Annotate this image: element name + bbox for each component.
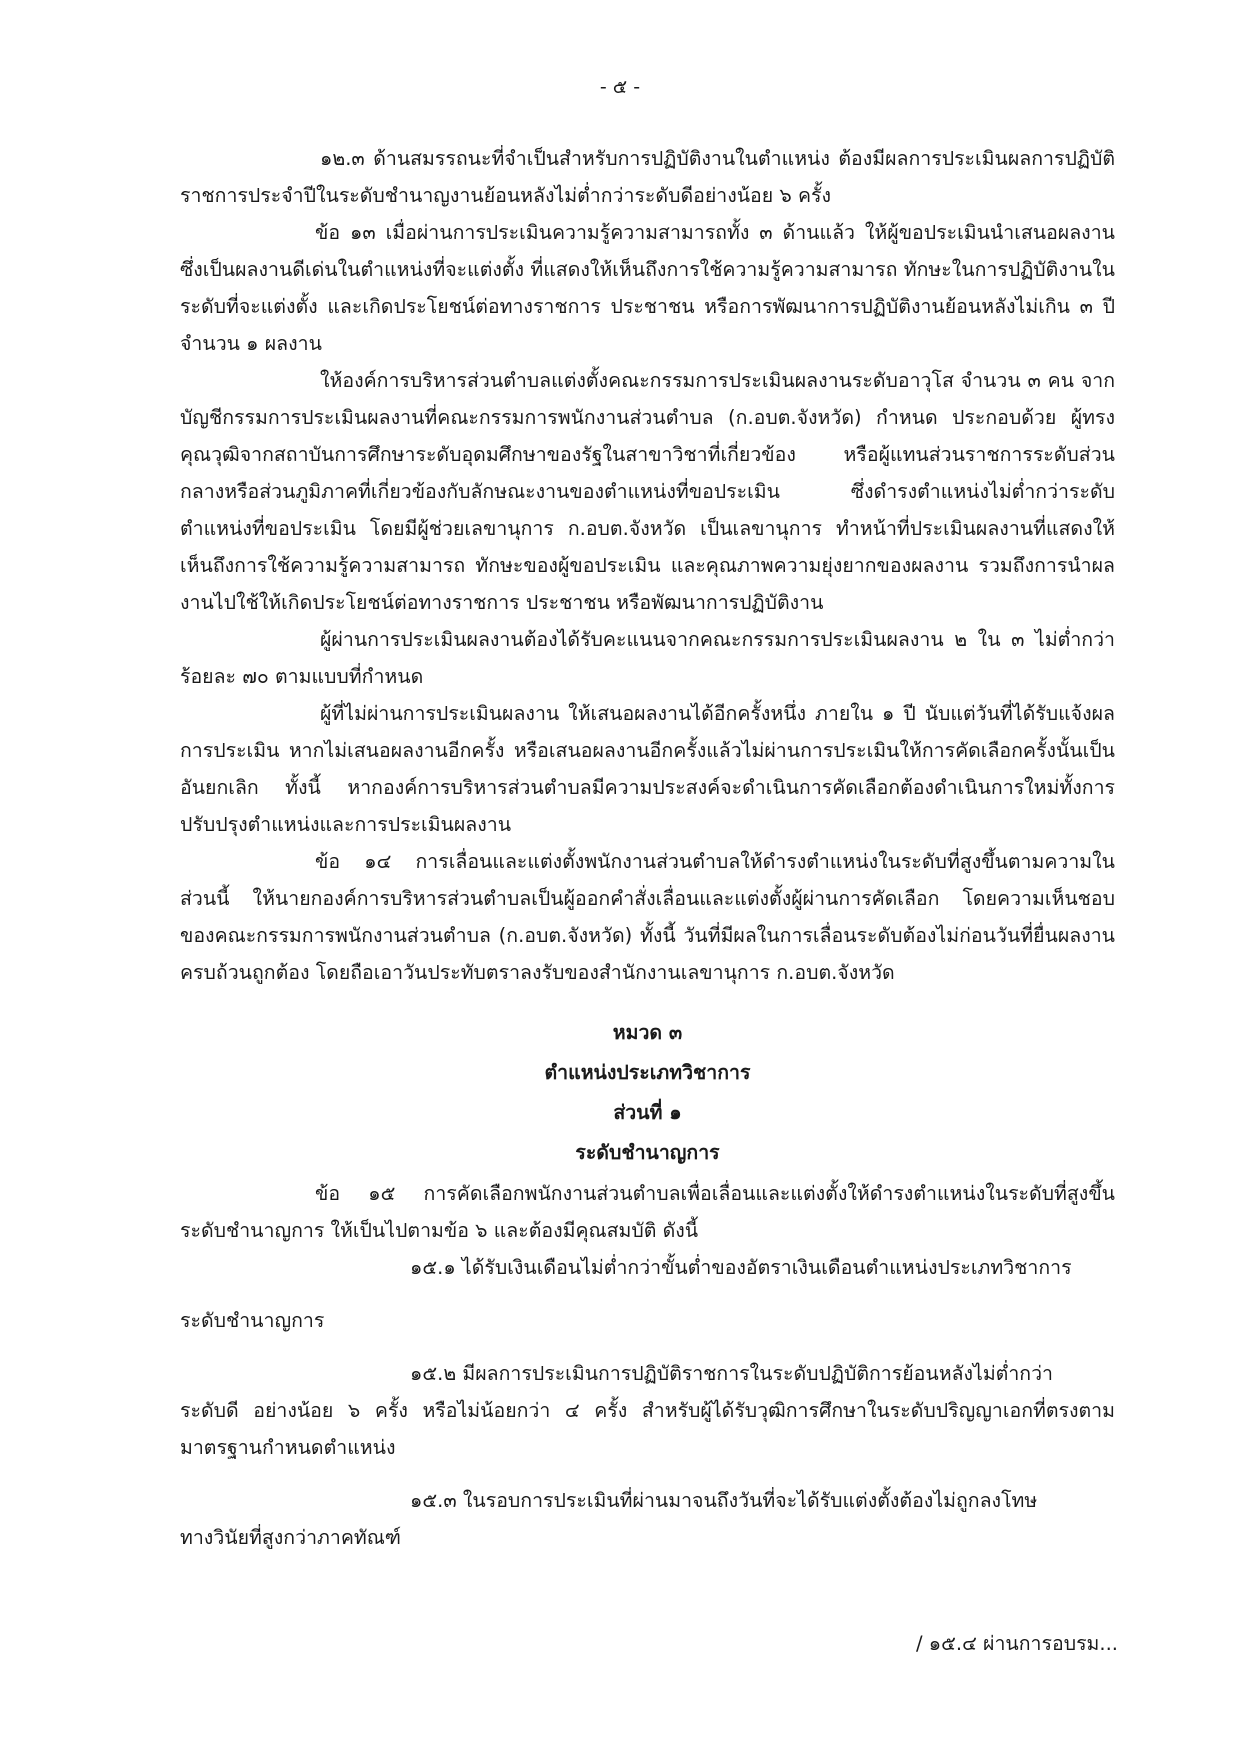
part-title: ระดับชำนาญการ <box>575 1141 720 1164</box>
page-number: - ๕ - <box>599 76 641 98</box>
sub-item-15-3-cont: ทางวินัยที่สูงกว่าภาคทัณฑ์ <box>180 1526 401 1549</box>
chapter-heading: หมวด ๓ <box>612 1021 683 1044</box>
paragraph-passing-score: ผู้ผ่านการประเมินผลงานต้องได้รับคะแนนจากคณะกรรมการประเมินผลงาน ๒ ใน ๓ ไม่ต่ำกว่าร้อยละ ๗๐ ตามแบบที่กำหนด <box>180 628 1115 688</box>
sub-item-15-2-cont: ระดับดี อย่างน้อย ๖ ครั้ง หรือไม่น้อยกว่า ๔ ครั้ง สำหรับผู้ได้รับวุฒิการศึกษาในระดับปริญญาเอกที่ตรงตามมาตรฐานกำหนดตำแหน่ง <box>180 1399 1115 1459</box>
document-body <box>180 140 1115 1556</box>
chapter-title: ตำแหน่งประเภทวิชาการ <box>544 1061 751 1084</box>
sub-item-15-1 <box>180 1249 1115 1339</box>
sub-item-15-1-cont: ระดับชำนาญการ <box>180 1309 325 1332</box>
sub-item-15-1-lead: ๑๕.๑ ได้รับเงินเดือนไม่ต่ำกว่าขั้นต่ำของอัตราเงินเดือนตำแหน่งประเภทวิชาการ <box>410 1256 1072 1279</box>
sub-item-15-2-lead: ๑๕.๒ มีผลการประเมินการปฏิบัติราชการในระดับปฏิบัติการย้อนหลังไม่ต่ำกว่า <box>410 1362 1054 1385</box>
paragraph-section-13: ข้อ ๑๓ เมื่อผ่านการประเมินความรู้ความสามารถทั้ง ๓ ด้านแล้ว ให้ผู้ขอประเมินนำเสนอผลงานซึ่งเป็นผลงานดีเด่นในตำแหน่งที่จะแต่งตั้ง ที่แสดงให้เห็นถึงการใช้ความรู้ความสามารถ ทักษะในการปฏิบัติงานในระดับที่จะแต่งตั้ง และเกิดประโยชน์ต่อทางราชการ ประชาชน หรือการพัฒนาการปฏิบัติงานย้อนหลังไม่เกิน ๓ ปี จำนวน ๑ ผลงาน <box>180 221 1115 355</box>
paragraph-committee: ให้องค์การบริหารส่วนตำบลแต่งตั้งคณะกรรมการประเมินผลงานระดับอาวุโส จำนวน ๓ คน จากบัญชีกรรมการประเมินผลงานที่คณะกรรมการพนักงานส่วนตำบล (ก.อบต.จังหวัด) กำหนด ประกอบด้วย ผู้ทรงคุณวุฒิจากสถาบันการศึกษาระดับอุดมศึกษาของรัฐในสาขาวิชาที่เกี่ยวข้อง หรือผู้แทนส่วนราชการระดับส่วนกลางหรือส่วนภูมิภาคที่เกี่ยวข้องกับลักษณะงานของตำแหน่งที่ขอประเมิน ซึ่งดำรงตำแหน่งไม่ต่ำกว่าระดับตำแหน่งที่ขอประเมิน โดยมีผู้ช่วยเลขานุการ ก.อบต.จังหวัด เป็นเลขานุการ ทำหน้าที่ประเมินผลงานที่แสดงให้เห็นถึงการใช้ความรู้ความสามารถ ทักษะของผู้ขอประเมิน และคุณภาพความยุ่งยากของผลงาน รวมถึงการนำผลงานไปใช้ให้เกิดประโยชน์ต่อทางราชการ ประชาชน หรือพัฒนาการปฏิบัติงาน <box>180 369 1115 614</box>
paragraph-section-15: ข้อ ๑๕ การคัดเลือกพนักงานส่วนตำบลเพื่อเลื่อนและแต่งตั้งให้ดำรงตำแหน่งในระดับที่สูงขึ้น ระดับชำนาญการ ให้เป็นไปตามข้อ ๖ และต้องมีคุณสมบัติ ดังนี้ <box>180 1182 1115 1242</box>
chapter-heading-block <box>180 1013 1115 1173</box>
continuation-marker: / ๑๕.๔ ผ่านการอบรม... <box>915 1632 1118 1655</box>
sub-item-15-3-lead: ๑๕.๓ ในรอบการประเมินที่ผ่านมาจนถึงวันที่จะได้รับแต่งตั้งต้องไม่ถูกลงโทษ <box>410 1489 1038 1512</box>
sub-item-15-3 <box>180 1482 1115 1556</box>
sub-item-15-2 <box>180 1355 1115 1466</box>
paragraph-section-14: ข้อ ๑๔ การเลื่อนและแต่งตั้งพนักงานส่วนตำบลให้ดำรงตำแหน่งในระดับที่สูงขึ้นตามความในส่วนนี้ ให้นายกองค์การบริหารส่วนตำบลเป็นผู้ออกคำสั่งเลื่อนและแต่งตั้งผู้ผ่านการคัดเลือก โดยความเห็นชอบของคณะกรรมการพนักงานส่วนตำบล (ก.อบต.จังหวัด) ทั้งนี้ วันที่มีผลในการเลื่อนระดับต้องไม่ก่อนวันที่ยื่นผลงานครบถ้วนถูกต้อง โดยถือเอาวันประทับตราลงรับของสำนักงานเลขานุการ ก.อบต.จังหวัด <box>180 850 1115 984</box>
part-heading: ส่วนที่ ๑ <box>613 1101 682 1124</box>
paragraph-12-3: ๑๒.๓ ด้านสมรรถนะที่จำเป็นสำหรับการปฏิบัติงานในตำแหน่ง ต้องมีผลการประเมินผลการปฏิบัติราชการประจำปีในระดับชำนาญงานย้อนหลังไม่ต่ำกว่าระดับดีอย่างน้อย ๖ ครั้ง <box>180 147 1115 207</box>
paragraph-resubmission: ผู้ที่ไม่ผ่านการประเมินผลงาน ให้เสนอผลงานได้อีกครั้งหนึ่ง ภายใน ๑ ปี นับแต่วันที่ได้รับแจ้งผลการประเมิน หากไม่เสนอผลงานอีกครั้ง หรือเสนอผลงานอีกครั้งแล้วไม่ผ่านการประเมินให้การคัดเลือกครั้งนั้นเป็นอันยกเลิก ทั้งนี้ หากองค์การบริหารส่วนตำบลมีความประสงค์จะดำเนินการคัดเลือกต้องดำเนินการใหม่ทั้งการปรับปรุงตำแหน่งและการประเมินผลงาน <box>180 702 1115 836</box>
